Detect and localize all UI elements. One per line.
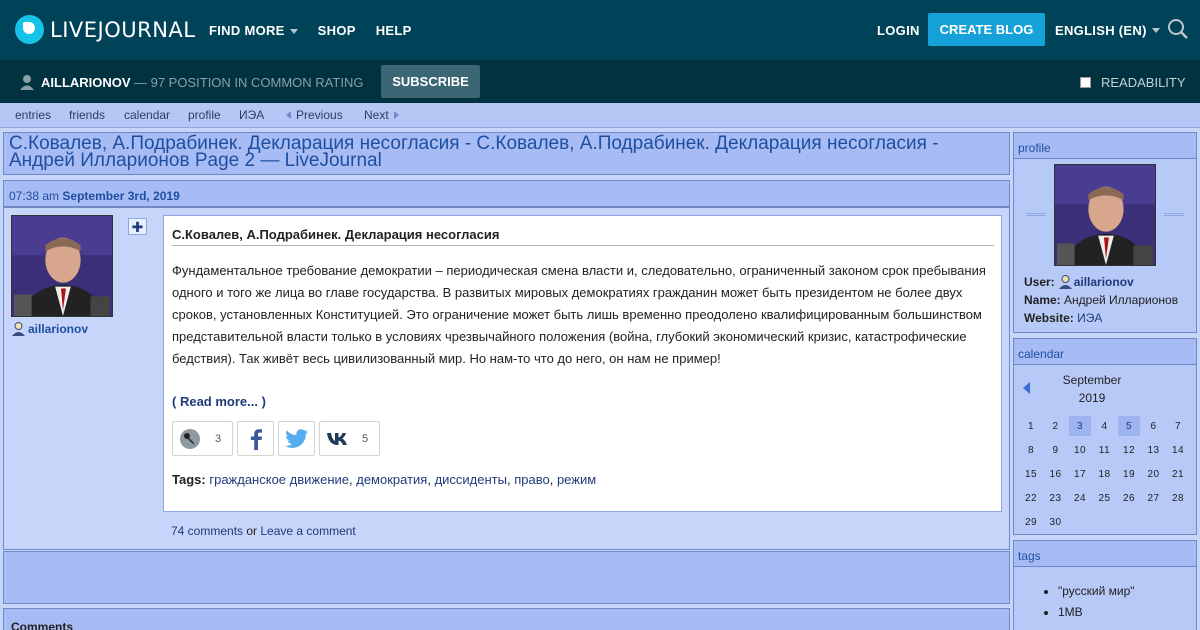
profile-website-link[interactable]: ИЭА <box>1077 311 1103 325</box>
comments-section <box>3 608 1010 630</box>
or-text: or <box>243 524 261 538</box>
readability-label: READABILITY <box>1101 75 1186 90</box>
calendar-day: 21 <box>1171 468 1185 480</box>
language-selector[interactable] <box>1055 0 1160 60</box>
entry-time: 07:38 am <box>9 189 60 203</box>
nav-previous-label: Previous <box>296 108 343 122</box>
tag-link[interactable]: диссиденты <box>434 472 507 487</box>
profile-name-value: Андрей Илларионов <box>1064 293 1179 307</box>
profile-user-label: User: <box>1024 274 1055 289</box>
profile-website-label: Website: <box>1024 311 1074 325</box>
calendar-day: 7 <box>1174 420 1182 432</box>
calendar-day: 16 <box>1049 468 1062 480</box>
entry-date-link[interactable]: September 3rd, 2019 <box>62 189 180 203</box>
nav-next-label: Next <box>364 108 389 122</box>
nav-shop[interactable]: SHOP <box>317 22 356 38</box>
calendar-day: 2 <box>1052 420 1059 432</box>
twitter-icon <box>285 429 309 449</box>
calendar-day: 30 <box>1049 516 1062 528</box>
nav-next[interactable] <box>364 108 399 122</box>
avatar-username-label: aillarionov <box>28 321 89 336</box>
calendar-day[interactable]: 5 <box>1118 416 1140 436</box>
top-nav <box>209 0 432 60</box>
sidebar-profile-title: profile <box>1018 141 1051 155</box>
create-blog-button[interactable]: CREATE BLOG <box>928 13 1045 46</box>
nav-profile[interactable]: profile <box>188 108 221 122</box>
calendar-day: 28 <box>1171 492 1185 504</box>
page-title: С.Ковалев, А.Подрабинек. Декларация несогласия - С.Ковалев, А.Подрабинек. Декларация несогласия - Андрей Илларионов Page 2 — LiveJournal <box>9 133 939 171</box>
author-avatar[interactable] <box>11 215 113 317</box>
add-memory-button[interactable] <box>128 218 147 235</box>
profile-user-row <box>1024 274 1134 289</box>
nav-help[interactable]: HELP <box>375 22 412 38</box>
read-more-close-paren: ) <box>257 394 266 409</box>
sidebar-tag-item[interactable]: • "русский мир" <box>1058 584 1135 598</box>
calendar-day: 13 <box>1147 444 1160 456</box>
search-icon[interactable] <box>1167 18 1189 40</box>
livejournal-share-icon <box>179 428 201 450</box>
profile-website-row <box>1024 311 1102 325</box>
tags-label: Tags: <box>172 472 206 487</box>
read-more-link[interactable]: Read more... <box>179 394 258 409</box>
calendar-day: 18 <box>1098 468 1111 480</box>
calendar-day: 17 <box>1073 468 1087 480</box>
calendar-day: 22 <box>1024 492 1038 504</box>
journal-nav <box>0 103 1200 128</box>
divider <box>1026 213 1046 216</box>
user-icon <box>20 74 34 90</box>
calendar-day: 15 <box>1024 468 1038 480</box>
calendar-day: 1 <box>1027 420 1035 432</box>
logo-text: LIVEJOURNAL <box>50 17 196 42</box>
nav-calendar[interactable]: calendar <box>124 108 171 122</box>
calendar-day: 11 <box>1098 444 1111 456</box>
plus-icon: ✚ <box>131 218 144 235</box>
divider <box>1164 213 1184 216</box>
calendar-day: 29 <box>1024 516 1038 528</box>
arrow-left-icon <box>286 111 291 119</box>
leave-comment-link[interactable]: Leave a comment <box>260 524 356 538</box>
divider <box>172 245 994 246</box>
nav-find-more[interactable] <box>209 23 298 38</box>
calendar-day: 19 <box>1122 468 1136 480</box>
subscribe-button[interactable]: SUBSCRIBE <box>381 65 480 98</box>
sidebar-profile-header <box>1013 132 1197 159</box>
nav-previous[interactable] <box>286 108 343 122</box>
calendar-day: 9 <box>1052 444 1059 456</box>
readability-toggle[interactable] <box>1080 75 1186 90</box>
share-vk-count: 5 <box>362 432 369 445</box>
tag-link[interactable]: право <box>514 472 550 487</box>
entry-header <box>3 180 1010 207</box>
share-facebook-button[interactable] <box>237 421 274 456</box>
journal-user-bar <box>0 60 1200 103</box>
sidebar-calendar-header <box>1013 338 1197 365</box>
chevron-down-icon <box>1152 28 1160 33</box>
nav-find-more-label: FIND MORE <box>209 22 285 38</box>
calendar-day: 4 <box>1101 420 1108 432</box>
tag-link[interactable]: гражданское движение <box>209 472 349 487</box>
profile-avatar[interactable] <box>1054 164 1156 266</box>
post-tags: Tags: гражданское движение, демократия, диссиденты, право, режим <box>172 472 597 487</box>
tag-link[interactable]: демократия <box>356 472 428 487</box>
page-title-box <box>3 132 1010 175</box>
calendar-day: 8 <box>1027 444 1035 456</box>
calendar-day: 12 <box>1122 444 1136 456</box>
post-text: Фундаментальное требование демократии – периодическая смена власти и, следовательно, ограниченный законом срок пребывания одного и того же лица во главе государства. В развитых мировых демократиях гражданин может быть президентом не более двух сроков, установленных Конституцией. Это ограничение может быть лишь временно преодолено квалифицированным большинством представительной власти только в условиях чрезвычайного положения (война, глубокий экономический кризис, катастрофические бедствия). Так живёт весь цивилизованный мир. Но нам-то что до него, он нам не пример! <box>172 263 986 366</box>
chevron-down-icon <box>290 29 298 34</box>
sidebar-tags-title: tags <box>1018 549 1041 563</box>
journal-username[interactable]: AILLARIONOV <box>41 75 131 90</box>
avatar-username[interactable] <box>11 321 88 336</box>
comments-title: Comments <box>11 620 74 630</box>
calendar-month: September <box>1062 373 1122 387</box>
profile-user-link[interactable]: aillarionov <box>1073 274 1134 289</box>
share-twitter-button[interactable] <box>278 421 315 456</box>
vk-icon <box>326 431 352 447</box>
calendar-day: 14 <box>1171 444 1185 456</box>
post-content <box>163 215 1002 512</box>
nav-friends[interactable]: friends <box>69 108 106 122</box>
user-icon <box>1058 274 1073 289</box>
nav-entries[interactable]: entries <box>15 108 52 122</box>
facebook-icon <box>249 428 263 450</box>
tag-link[interactable]: режим <box>556 472 597 487</box>
profile-name-row <box>1024 293 1178 307</box>
comments-links <box>171 524 356 538</box>
livejournal-logo-icon <box>15 15 44 44</box>
comments-count-link[interactable]: 74 comments <box>171 524 244 538</box>
sidebar-calendar-title: calendar <box>1018 347 1065 361</box>
livejournal-logo[interactable] <box>15 15 196 44</box>
calendar-day: 20 <box>1147 468 1160 480</box>
calendar-year: 2019 <box>1078 391 1106 405</box>
entry-date <box>9 189 180 203</box>
post-subject: С.Ковалев, А.Подрабинек. Декларация несогласия <box>172 227 500 242</box>
calendar-day: 26 <box>1122 492 1136 504</box>
calendar-day: 23 <box>1049 492 1062 504</box>
language-label: ENGLISH (EN) <box>1055 22 1147 38</box>
calendar-day: 24 <box>1073 492 1087 504</box>
calendar-day[interactable]: 3 <box>1069 416 1091 436</box>
sidebar-tag-list <box>1045 584 1135 619</box>
profile-name-label: Name: <box>1024 293 1061 307</box>
calendar-day: 27 <box>1147 492 1160 504</box>
sidebar-tags-header <box>1013 540 1197 567</box>
sidebar-tag-item[interactable]: • 1MB <box>1058 605 1135 619</box>
read-more-open-paren: ( <box>172 394 180 409</box>
share-vk-button[interactable] <box>319 421 380 456</box>
user-icon <box>11 321 26 336</box>
nav-iea[interactable]: ИЭА <box>239 108 265 122</box>
empty-panel <box>3 551 1010 604</box>
calendar-day: 6 <box>1150 420 1157 432</box>
share-livejournal-count: 3 <box>215 432 222 445</box>
share-livejournal-button[interactable] <box>172 421 233 456</box>
calendar-day: 25 <box>1098 492 1111 504</box>
calendar-day: 10 <box>1073 444 1087 456</box>
rating-text: — 97 POSITION IN COMMON RATING <box>134 75 364 90</box>
read-more <box>172 394 266 409</box>
readability-checkbox[interactable] <box>1080 77 1091 88</box>
arrow-right-icon <box>394 111 399 119</box>
login-link[interactable]: LOGIN <box>877 22 920 38</box>
